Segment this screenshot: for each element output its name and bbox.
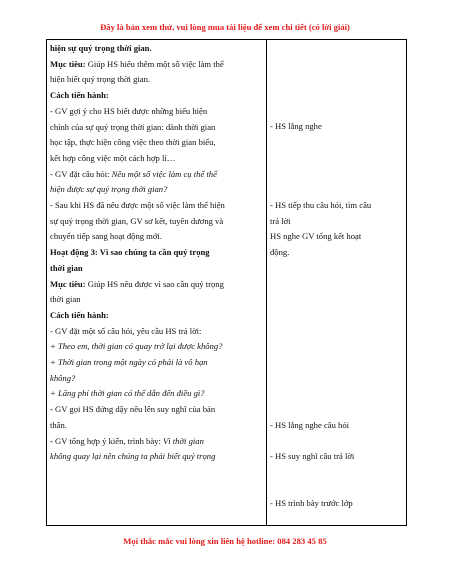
- teacher-activities-cell: [47, 40, 267, 526]
- objective-text: Giúp HS nêu được vì sao cần quý trọng: [85, 278, 224, 289]
- student-response: động.: [270, 247, 290, 257]
- text-line: chuyển tiếp sang hoạt động mới.: [50, 231, 162, 242]
- summary-line: [50, 434, 263, 450]
- question-prefix: - GV đặt câu hỏi:: [50, 168, 112, 179]
- text-line: không quay lại nên chúng ta phải biết quý trọng: [50, 451, 216, 462]
- objective-line: [50, 277, 263, 293]
- text-line: - GV gọi HS đứng dậy nêu lên suy nghĩ của bản: [50, 404, 216, 415]
- question-text: Nêu một số việc làm cụ thể thể: [111, 168, 217, 179]
- procedure-heading: Cách tiến hành:: [50, 309, 109, 320]
- question-item: + Theo em, thời gian có quay trở lại được không?: [50, 341, 223, 352]
- activity-heading-cont: thời gian: [50, 262, 83, 273]
- text-line: kết hợp công việc một cách hợp lí…: [50, 152, 176, 163]
- text-line: thân.: [50, 419, 67, 430]
- question-line: [50, 167, 263, 183]
- student-response: - HS lắng nghe: [270, 121, 322, 132]
- text-line: chính của sự quý trọng thời gian: dành thời gian: [50, 121, 216, 132]
- summary-text: Vì thời gian: [163, 435, 204, 446]
- hotline-banner: Mọi thắc mắc vui lòng xin liên hệ hotline: 084 283 45 85: [123, 536, 327, 546]
- question-item: + Thời gian trong một ngày có phải là vô hạn: [50, 357, 208, 368]
- student-response: HS nghe GV tổng kết hoạt: [270, 231, 362, 242]
- table-row: [47, 40, 407, 526]
- text-line: hiện sự quý trọng thời gian.: [50, 43, 152, 53]
- text-line: - GV gợi ý cho HS biết được những biểu hiện: [50, 105, 208, 116]
- objective-label: Mục tiêu:: [50, 58, 86, 69]
- question-item-cont: không?: [50, 372, 76, 383]
- student-response: - HS tiếp thu câu hỏi, tìm câu: [270, 199, 372, 210]
- text-line: học tập, thực hiện công việc theo thời gian biểu,: [50, 137, 216, 148]
- student-response: - HS lắng nghe câu hỏi: [270, 419, 349, 430]
- text-line: hiện được sự quý trọng thời gian?: [50, 184, 168, 195]
- text-line: - GV đặt một số câu hỏi, yêu cầu HS trả lời:: [50, 325, 202, 336]
- student-response: trả lời: [270, 215, 291, 226]
- objective-label: Mục tiêu:: [50, 278, 86, 289]
- text-line: - Sau khi HS đã nêu được một số việc làm thể hiện: [50, 200, 225, 211]
- procedure-heading: Cách tiến hành:: [50, 90, 109, 101]
- summary-prefix: - GV tổng hợp ý kiến, trình bày:: [50, 435, 163, 446]
- text-line: sự quý trọng thời gian, GV sơ kết, tuyên dương và: [50, 215, 224, 226]
- activity-heading: Hoạt động 3: Vì sao chúng ta cần quý trọng: [50, 247, 210, 258]
- student-response: - HS suy nghĩ câu trả lời: [270, 450, 355, 461]
- objective-line: [50, 57, 263, 73]
- student-activities-cell: [267, 40, 407, 526]
- preview-banner: Đây là bản xem thử, vui lòng mua tài liệu để xem chi tiết (có lời giải): [100, 22, 350, 32]
- text-line: hiện biết quý trọng thời gian.: [50, 74, 151, 85]
- student-response: - HS trình bày trước lớp: [270, 498, 353, 509]
- lesson-table: [46, 39, 407, 526]
- question-item: + Lãng phí thời gian có thể dẫn đến điều gì?: [50, 388, 205, 399]
- text-line: thời gian: [50, 294, 81, 305]
- objective-text: Giúp HS hiểu thêm một số việc làm thể: [85, 58, 224, 69]
